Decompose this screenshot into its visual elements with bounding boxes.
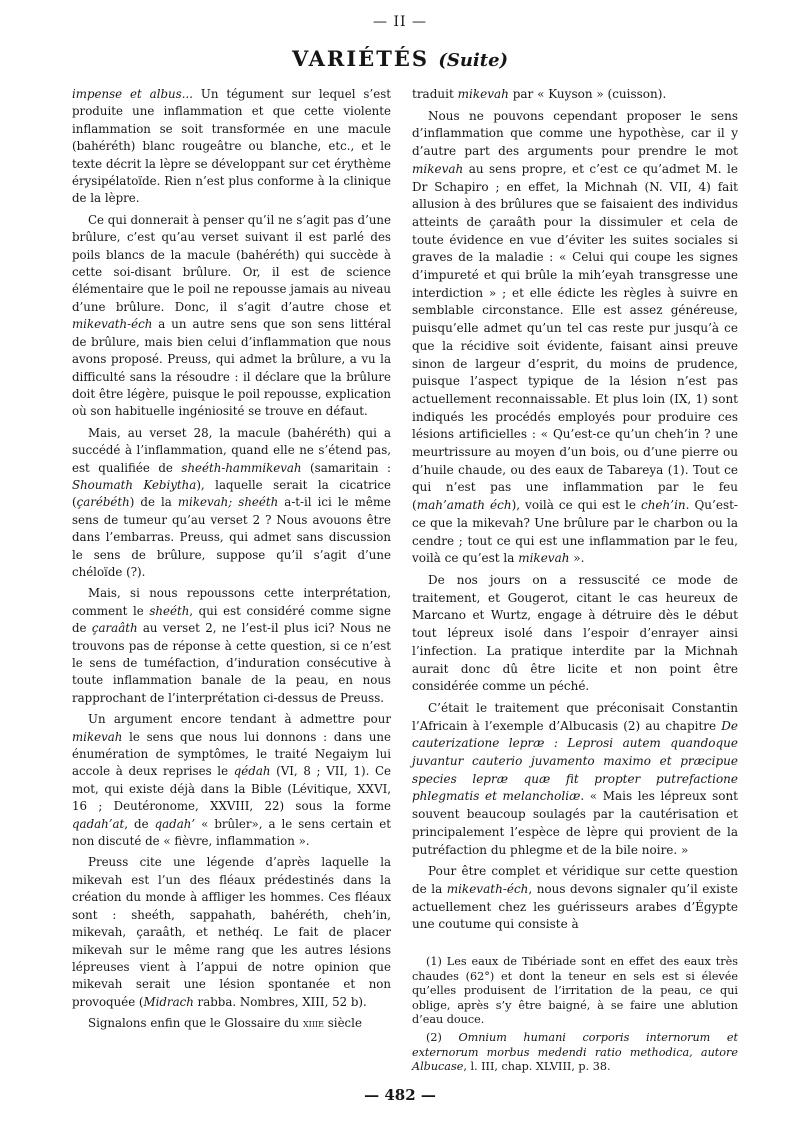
paragraph-text: a un autre sens que son sens littéral de brûlure, mais bien celui d’inflammation que nous avons proposé. Preuss, qui admet la brûlure, a vu la difficulté sans la résoudre : il déclare que la brûlure doit être légère, puisque le poil repousse, explication où son habituelle ingéniosité se trouve en défaut. — [72, 317, 391, 419]
italic-text: De cauterizatione lepræ : Leprosi autem quandoque juvantur cauterio juvamento maximo et præcipue species lepræ quæ fit propter putrefactione phlegmatis et melancholiæ — [412, 718, 738, 804]
paragraph-text: , nous devons signaler qu’il existe actuellement chez les guérisseurs arabes d’Égypte une coutume qui consiste à — [412, 881, 739, 932]
paragraph — [72, 425, 391, 582]
italic-text: mikevah — [518, 551, 570, 566]
section-title — [0, 46, 800, 71]
footnote-2 — [412, 1031, 738, 1075]
paragraph-text: par « Kuyson » (cuisson). — [508, 87, 667, 101]
paragraph — [72, 212, 391, 421]
paragraph — [412, 108, 738, 568]
paragraph — [72, 1015, 391, 1032]
footnotes — [412, 955, 738, 1078]
paragraph-text: , de — [124, 816, 155, 831]
paragraph-text: au sens propre, et c’est ce qu’admet M. le Dr Schapiro ; en effet, la Michnah (N. VII, 4) fait allusion à des brûlures que se faisaient des individus atteints de çaraâth pour la dissimuler et cela de toute évidence en vue d’éviter les suites sociales si graves de la maladie : « Celui qui coupe les signes d’impureté et qui brûle la mih’eyah transgresse une interdiction » ; et elle édicte les règles à suivre en semblable circonstance. Elle est assez généreuse, puisqu’elle admet qu’un tel cas reste pur jusqu’à ce que la récidive soit évidente, faisant ainsi preuve sinon de largeur d’esprit, du moins de prudence, puisque l’aspect typique de la lésion n’est pas actuellement reconnaissable. Et plus loin (IX, 1) sont indiqués les procédés employés pour produire ces lésions artificielles : « Qu’est-ce qu’un cheh’in ? une meurtrissure au moyen d’un bois, ou d’une pierre ou d’huile chaude, ou des eaux de Tabareya (1). Tout ce qui n’est pas une inflammation par le feu ( — [412, 161, 738, 513]
paragraph — [72, 86, 391, 208]
footnote-text: , l. III, chap. XLVIII, p. 38. — [463, 1060, 611, 1074]
paragraph — [412, 572, 738, 696]
italic-text: qédah — [233, 764, 271, 779]
paragraph-text: Ce qui donnerait à penser qu’il ne s’agit pas d’une brûlure, c’est qu’au verset suivant il est parlé des poils blancs de la macule (bahéréth) qui succède à cette soi-disant brûlure. Or, il est de science élémentaire que le poil ne repousse jamais au niveau d’une brûlure. Donc, il s’agit d’autre chose et — [72, 212, 391, 314]
paragraph-text: au verset 2, ne l’est-il plus ici? Nous ne trouvons pas de réponse à cette question, si ce n’est le sens de tuméfaction, d’induration consécutive à toute inflammation banale de la peau, en nous rapprochant de l’interprétation ci-dessus de Preuss. — [72, 621, 391, 705]
paragraph-text: Signalons enfin que le Glossaire du — [88, 1016, 303, 1031]
paragraph-text: rabba. Nombres, XIII, 52 b). — [193, 994, 367, 1009]
page-number: — 482 — — [364, 1086, 436, 1104]
italic-text: sheéth-hammikevah — [181, 460, 302, 475]
section-title-text: VARIÉTÉS — [291, 46, 429, 71]
italic-text: Shoumath Kebiytha — [72, 477, 197, 492]
italic-text: Midrach — [143, 994, 194, 1009]
paragraph-text: De nos jours on a ressuscité ce mode de traitement, et Gougerot, citant le cas heureux de Marcano et Wurtz, engage à détruire dès le début tout lépreux isolé dans l’espoir d’enrayer ainsi l’infection. La pratique interdite par la Michnah aurait donc dû être licite et non point être considérée comme un péché. — [412, 572, 738, 694]
italic-text: impense et albus... — [72, 87, 193, 101]
paragraph-text: Preuss cite une légende d’après laquelle la mikevah est l’un des fléaux prédestinés dans la création du monde à affliger les hommes. Ces fléaux sont : sheéth, sappahath, bahéréth, cheh’in, mikevah, çaraâth, et nethéq. Le fait de placer mikevah sur le même rang que les autres lésions lépreuses vient à l’appui de notre opinion que mikevah serait une lésion spontanée et non provoquée ( — [72, 855, 391, 1009]
section-subtitle: (Suite) — [438, 50, 509, 71]
paragraph-text: . « Mais les lépreux sont souvent beaucoup soulagés par la cautérisation et principalement l’espèce de lèpre qui provient de la putréfaction du phlegme et de la bile noire. » — [412, 789, 738, 857]
paragraph-text: Nous ne pouvons cependant proposer le sens d’inflammation que comme une hypothèse, car il y d’autre part des arguments pour prendre le mot — [412, 108, 738, 159]
italic-text: mah’amath éch — [416, 498, 512, 513]
paragraph-text: , qui est considéré comme signe de — [72, 603, 391, 636]
italic-text: mikevah — [457, 87, 509, 101]
paragraph-text: Pour être complet et véridique sur cette question de la — [412, 864, 738, 896]
italic-text: mikevath-éch — [446, 881, 529, 896]
italic-text: qadah’ — [154, 816, 196, 831]
italic-text: mikevah — [412, 161, 464, 176]
paragraph-text: le sens que nous lui donnons : dans une énumération de symptômes, le traité Negaiym lui accole à deux reprises le — [72, 729, 391, 779]
paragraph — [412, 863, 738, 934]
italic-text: mikevah — [72, 729, 123, 744]
italic-text: çaraâth — [91, 621, 138, 636]
paragraph-text: Mais, si nous repoussons cette interprétation, comment le — [72, 586, 391, 618]
italic-text: qadah’at — [72, 816, 125, 831]
paragraph-text: ), voilà ce qui est le — [511, 498, 641, 513]
italic-text: sheéth — [149, 603, 190, 618]
italic-text: mikevath-éch — [72, 317, 153, 332]
footnote-marker: (2) — [426, 1030, 459, 1044]
paragraph-text: . Qu’est-ce que la mikevah? Une brûlure par le charbon ou la cendre ; tout ce qui est une inflammation par le feu, voilà ce qu’est la — [412, 498, 738, 566]
paragraph-text: Un argument encore tendant à admettre pour — [88, 712, 391, 727]
paragraph-text: a-t-il ici le même sens de tumeur qu’au verset 2 ? Nous avouons être dans l’embarras. Preuss, qui admet sans discussion le sens de brûlure, suppose qu’il s’agit d’une chéloïde (?). — [72, 495, 391, 579]
page-roman-numeral: — II — — [373, 14, 427, 30]
italic-text: mikevah; sheéth — [177, 495, 279, 510]
left-column — [72, 86, 391, 1037]
paragraph-text: Mais, au verset 28, la macule (bahéréth) qui a succédé à l’inflammation, quand elle ne s’étend pas, est qualifiée de — [72, 425, 391, 475]
paragraph-text: Un tégument sur lequel s’est produite une inflammation et que cette violente inflammation se soit transformée en une macule (bahéréth) blanc rougeâtre ou blanche, etc., et le texte décrit la lèpre se développant sur cet érythème érysipélatoïde. Rien n’est plus conforme à la clinique de la lèpre. — [72, 87, 391, 206]
paragraph-text: « brûler», a le sens certain et non discuté de « fièvre, inflammation ». — [72, 816, 391, 849]
footnote-1: (1) Les eaux de Tibériade sont en effet des eaux très chaudes (62°) et dont la teneur en sels est si élevée qu’elles produisent de l’irritation de la peau, ce qui oblige, après s’y être baigné, à se faire une ablution d’eau douce. — [412, 955, 738, 1027]
paragraph — [412, 86, 738, 104]
italic-text: çarébéth — [76, 495, 130, 510]
century-numeral: xiiie — [302, 1016, 324, 1031]
paragraph-text: C’était le traitement que préconisait Constantin l’Africain à l’exemple d’Albucasis (2) au chapitre — [412, 700, 738, 733]
paragraph-text: siècle — [324, 1016, 362, 1031]
paragraph-text: ) de la — [129, 495, 178, 510]
paragraph — [412, 700, 738, 859]
paragraph-text: ), laquelle serait la cicatrice ( — [72, 477, 392, 510]
paragraph-text: traduit — [412, 87, 458, 101]
paragraph — [72, 854, 391, 1011]
right-column — [412, 86, 738, 938]
paragraph-text: (VI, 8 ; VII, 1). Ce mot, qui existe déjà dans la Bible (Lévitique, XXVI, 16 ; Deutéronome, XXVIII, 22) sous la forme — [72, 764, 391, 814]
paragraph — [72, 711, 391, 850]
paragraph-text: ». — [569, 551, 585, 566]
italic-text: cheh’in — [640, 498, 686, 513]
italic-text: Omnium humani corporis internorum et externorum morbus medendi ratio methodica, autore Albucase — [412, 1030, 738, 1074]
paragraph-text: (samaritain : — [301, 460, 391, 475]
paragraph — [72, 585, 391, 707]
